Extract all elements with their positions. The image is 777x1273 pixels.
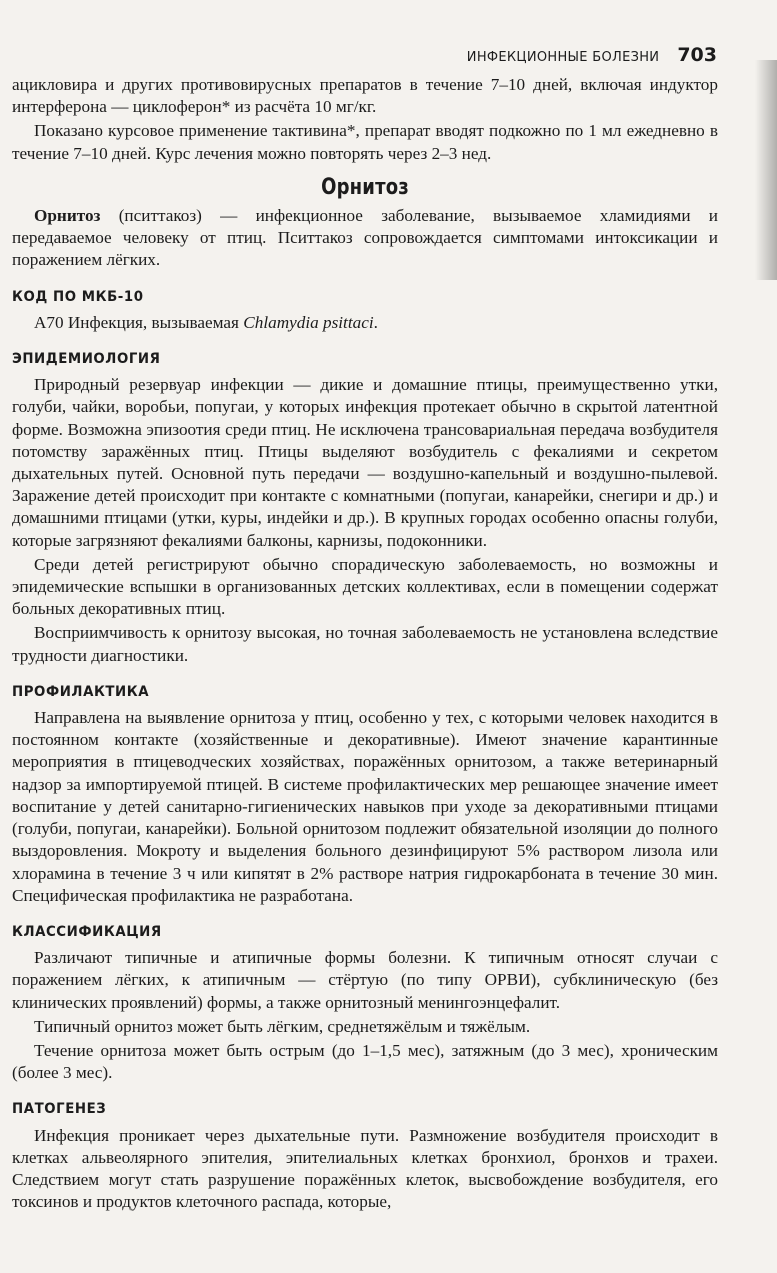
classification-heading: КЛАССИФИКАЦИЯ	[12, 923, 162, 940]
page-content	[12, 74, 718, 1213]
lead-term: Орнитоз	[34, 206, 101, 226]
classification-paragraph-2: Типичный орнитоз может быть лёгким, среднетяжёлым и тяжёлым.	[34, 1016, 531, 1036]
icd-text: A70 Инфекция, вызываемая	[34, 312, 244, 332]
page-number: 703	[677, 44, 717, 66]
classification-paragraph-1: Различают типичные и атипичные формы болезни. К типичным относят случаи с поражением лёгких, к атипичным — стёртую (по типу ОРВИ), субклиническую (без клинических проявлений) формы, а также орнитозный менингоэнцефалит.	[12, 948, 718, 1012]
classification-paragraph-3: Течение орнитоза может быть острым (до 1–1,5 мес), затяжным (до 3 мес), хроническим (более 3 мес).	[12, 1040, 718, 1083]
pathogenesis-paragraph-1: Инфекция проникает через дыхательные пути. Размножение возбудителя происходит в клетках альвеолярного эпителия, эпителиальных клетках бронхиол, бронхов и трахеи. Следствием могут стать разрушение поражённых клеток, высвобождение возбудителя, его токсинов и продуктов клеточного распада, которые,	[12, 1125, 718, 1212]
intro-paragraph-1: ацикловира и других противовирусных препаратов в течение 7–10 дней, включая индуктор интерферона — циклоферон* из расчёта 10 мг/кг.	[12, 75, 718, 117]
epidemiology-paragraph-2: Среди детей регистрируют обычно спорадическую заболеваемость, но возможны и эпидемические вспышки в организованных детских коллективах, если в помещении содержат больных декоративных птиц.	[12, 554, 718, 619]
running-title: ИНФЕКЦИОННЫЕ БОЛЕЗНИ	[466, 50, 660, 65]
epidemiology-paragraph-3: Восприимчивость к орнитозу высокая, но точная заболеваемость не установлена вследствие трудности диагностики.	[12, 623, 718, 665]
running-head	[467, 44, 717, 66]
icd-heading: КОД ПО МКБ-10	[12, 288, 144, 305]
lead-text: (пситтакоз) — инфекционное заболевание, вызываемое хламидиями и передаваемое человеку от птиц. Пситтакоз сопровождается симптомами интоксикации и поражением лёгких.	[12, 206, 718, 270]
pathogenesis-heading: ПАТОГЕНЕЗ	[12, 1101, 107, 1118]
prevention-paragraph-1: Направлена на выявление орнитоза у птиц, особенно у тех, с которыми человек находится в постоянном контакте (хозяйственные и декоративные). Имеют значение карантинные мероприятия в птицеводческих хозяйствах, поражённых орнитозом, а также ветеринарный надзор за импортируемой птицей. В системе профилактических мер решающее значение имеет воспитание у детей санитарно-гигиенических навыков при уходе за декоративными птицами (голуби, попугаи, канарейки). Больной орнитозом подлежит обязательной изоляции до полного выздоровления. Мокроту и выделения больного дезинфицируют 5% раствором лизола или хлорамина в течение 3 ч или кипятят в 2% растворе натрия гидрокарбоната в течение 30 мин. Специфическая профилактика не разработана.	[12, 708, 718, 905]
article-title: Орнитоз	[321, 174, 409, 200]
prevention-heading: ПРОФИЛАКТИКА	[12, 683, 150, 700]
intro-paragraph-2: Показано курсовое применение тактивина*, препарат вводят подкожно по 1 мл ежедневно в течение 7–10 дней. Курс лечения можно повторять через 2–3 нед.	[12, 121, 718, 163]
epidemiology-heading: ЭПИДЕМИОЛОГИЯ	[12, 351, 161, 368]
icd-pathogen: Chlamydia psittaci	[243, 312, 374, 332]
article-lead	[12, 205, 718, 272]
icd-end: .	[373, 312, 378, 332]
icd-code	[12, 312, 718, 334]
page-edge-shadow	[755, 60, 777, 280]
epidemiology-paragraph-1: Природный резервуар инфекции — дикие и домашние птицы, преимущественно утки, голуби, чайки, воробьи, попугаи, у которых инфекция протекает обычно в скрытой латентной форме. Возможна эпизоотия среди птиц. Не исключена трансовариальная передача возбудителя потомству заражённых птиц. Птицы выделяют возбудитель с фекалиями и секретом дыхательных путей. Основной путь передачи — воздушно-капельный и воздушно-пылевой. Заражение детей происходит при контакте с комнатными (попугаи, канарейки, снегири и др.) и домашними птицами (утки, куры, индейки и др.). В крупных городах особенно опасны голуби, которые загрязняют фекалиями балконы, карнизы, подоконники.	[12, 375, 718, 550]
